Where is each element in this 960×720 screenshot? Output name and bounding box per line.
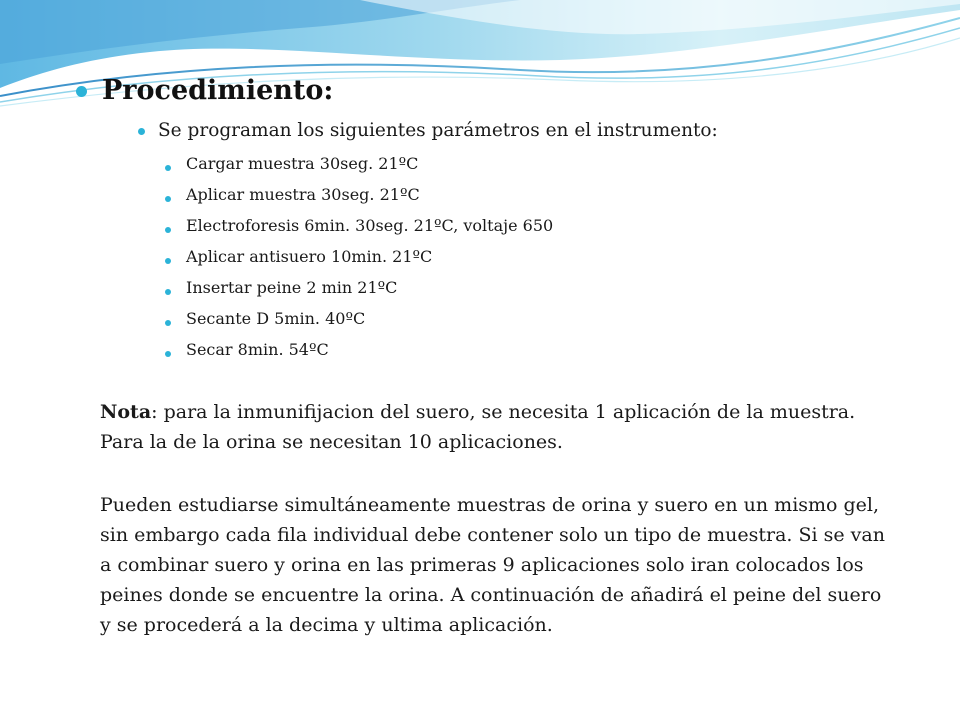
step-item: Secante D 5min. 40ºC xyxy=(186,309,366,328)
note-text: : para la inmunifijacion del suero, se necesita 1 aplicación de la muestra. xyxy=(151,401,856,423)
subtitle-bullet-icon xyxy=(138,128,145,135)
step-item: Secar 8min. 54ºC xyxy=(186,340,329,359)
note-paragraph xyxy=(100,397,940,457)
step-item: Electroforesis 6min. 30seg. 21ºC, voltaje 650 xyxy=(186,216,554,235)
body-line: a combinar suero y orina en las primeras 9 aplicaciones solo iran colocados los xyxy=(100,554,864,576)
note-line-2: Para la de la orina se necesitan 10 aplicaciones. xyxy=(100,431,563,453)
step-item: Aplicar antisuero 10min. 21ºC xyxy=(186,247,433,266)
step-bullet-icon xyxy=(165,196,171,202)
step-bullet-icon xyxy=(165,165,171,171)
step-item: Cargar muestra 30seg. 21ºC xyxy=(186,154,419,173)
body-line: Pueden estudiarse simultáneamente muestras de orina y suero en un mismo gel, xyxy=(100,494,880,516)
subtitle-text: Se programan los siguientes parámetros en el instrumento: xyxy=(158,120,718,141)
note-line-1 xyxy=(100,397,940,427)
step-item: Insertar peine 2 min 21ºC xyxy=(186,278,398,297)
step-item: Aplicar muestra 30seg. 21ºC xyxy=(186,185,420,204)
step-bullet-icon xyxy=(165,351,171,357)
step-bullet-icon xyxy=(165,320,171,326)
body-line: peines donde se encuentre la orina. A continuación de añadirá el peine del suero xyxy=(100,584,882,606)
body-line: y se procederá a la decima y ultima aplicación. xyxy=(100,614,553,636)
body-line: sin embargo cada fila individual debe contener solo un tipo de muestra. Si se van xyxy=(100,524,885,546)
body-paragraph xyxy=(100,490,940,640)
step-bullet-icon xyxy=(165,258,171,264)
title-bullet-icon xyxy=(76,86,87,97)
slide-title: Procedimiento: xyxy=(102,75,334,106)
step-bullet-icon xyxy=(165,227,171,233)
step-bullet-icon xyxy=(165,289,171,295)
note-label: Nota xyxy=(100,401,152,423)
